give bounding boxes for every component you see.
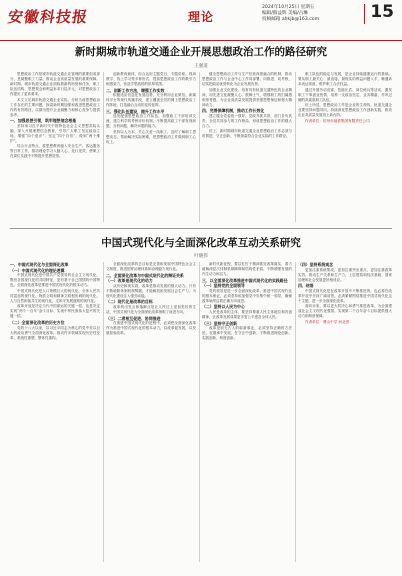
section-heading: （一）坚持党的全面领导 xyxy=(202,283,245,289)
column-rule xyxy=(199,72,200,222)
paragraph: 更加注重系统集成，更加注重突出重点，更加注重改革实效，推动生产关系和生产力、上层建筑和经济基础、国家治理和社会发展更好相适应。 xyxy=(298,267,392,282)
paragraph: 中国式现代化是人口规模巨大的现代化、全体人民共同富裕的现代化、物质文明和精神文明相协调的现代化、人与自然和谐共生的现代化、走和平发展道路的现代化。 xyxy=(10,288,100,303)
article-1-column-2 xyxy=(106,72,196,222)
paragraph: 加强企业文化建设，培育具有轨道交通特色的企业精神，用先进文化凝聚人心、鼓舞士气，增强职工的归属感和荣誉感，为企业高质量发展提供坚强思想保证和强大精神动力。 xyxy=(202,87,292,107)
section-heading: 三、以全面深化改革推进中国式现代化的实践路径 xyxy=(202,277,288,283)
section-heading: （三）二者相互促进、协同推进 xyxy=(106,315,161,321)
section-heading: （二）现代化是改革的目标 xyxy=(106,299,153,305)
paragraph: 从历史和现实看，改革是推动发展的强大动力。只有不断破除体制机制弊端，才能解放和发展社会生产力，为现代化建设注入强劲动能。 xyxy=(106,283,196,298)
paragraph: 积极适应信息化发展趋势，充分利用企业微信、新媒体平台等现代传播手段，建立覆盖全员的网上思想政治工作阵地，打造融合互动的宣传矩阵。 xyxy=(106,93,196,108)
article-1-title: 新时期城市轨道交通企业开展思想政治工作的路径研究 xyxy=(75,46,327,58)
paragraph: 人民是改革的主体，要坚持尊重人民主体地位和首创精神，让改革发展成果更多更公平惠及全体人民。 xyxy=(202,309,292,319)
section-heading: （一）改革是现代化的动力 xyxy=(106,278,153,284)
author-affiliation: 作者单位：曹山中学 河北省 xyxy=(305,319,350,324)
section-title: 理论 xyxy=(188,10,215,24)
paragraph: 全面深化改革的总目标是完善和发展中国特色社会主义制度，推进国家治理体系和治理能力现代化。 xyxy=(106,262,196,271)
section-heading: （二）坚持以人民为中心 xyxy=(202,304,245,310)
section-heading: 一、加强思想引领，筑牢理想信念根基 xyxy=(10,118,77,124)
section-heading: （三）坚持守正创新 xyxy=(202,320,238,326)
author-affiliation: 作者单位：杭州市地铁集团有限责任公司 xyxy=(305,118,370,123)
section-heading: 一、中国式现代化与全面深化改革 xyxy=(10,262,69,267)
section-heading: 三、强化队伍建设，提升工作水平 xyxy=(106,108,165,114)
paragraph: 健全思想政治工作与生产经营深度融合的机制，推动思想政治工作与企业中心工作同部署、同推进、同考核，切实把政治优势转化为企业发展优势。 xyxy=(202,72,292,86)
paragraph: 结合行业特点，将思想教育融入安全生产、客运服务等日常工作，推动理论学习入脑入心、见行见效，使职工在岗位实践中不断提升思想觉悟。 xyxy=(10,144,100,159)
page-number: 15 xyxy=(370,2,394,22)
paragraph: 综上所述，思想政治工作是企业的生命线，轨道交通企业要坚持问题导向，持续深化思想政治工作创新实践，推动企业高质量发展再上新台阶。 xyxy=(298,103,392,118)
paragraph: 面向未来，要以更大的决心和勇气推进改革，为全面建成社会主义现代化强国、实现第二个百年奋斗目标提供强大动力和制度保障。 xyxy=(298,304,392,319)
paragraph: 新时代新征程，要以钉钉子精神抓好改革落实，着力破解深层次体制机制障碍和结构性矛盾，不断增强发展的内生动力和活力。 xyxy=(202,262,292,276)
paragraph: 中国式现代化是中国共产党领导的社会主义现代化，既有各国现代化的共同特征，更有基于自己国情的中国特色。全面深化改革是推进中国式现代化的根本动力。 xyxy=(10,273,100,288)
paragraph: 坚持以人为本，关心关爱一线职工，及时了解职工思想动态，帮助解决实际困难，把思想政治工作做到职工心坎上。 xyxy=(106,129,196,144)
paragraph: 综上，新时期城市轨道交通企业思想政治工作必须与时俱进、守正创新，不断探索符合企业实际的工作路径。 xyxy=(202,129,292,139)
article-2-title: 中国式现代化与全面深化改革互动关系研究 xyxy=(101,237,301,249)
section-heading: （二）全面深化改革的历史方位 xyxy=(10,319,65,325)
newspaper-logo: 安徽科技报 xyxy=(6,8,90,26)
article-divider xyxy=(10,228,392,229)
article-2-column-2 xyxy=(106,262,196,562)
article-2-byline: 叶晓伟 xyxy=(194,254,208,259)
column-rule xyxy=(295,262,296,562)
paragraph: 选优配强思想政治工作队伍，加强政工干部培训交流，建立科学的考核评价机制，不断提高政工干部发现问题、分析问题、解决问题的能力。 xyxy=(106,114,196,129)
section-heading: （四）坚持系统观念 xyxy=(298,262,334,267)
paragraph: 改革是前无古人的崭新事业，必须坚持正确的方法论，在继承中发展、在守正中创新，不断推进理论创新、实践创新、制度创新。 xyxy=(202,326,292,341)
section-heading: 二、全面深化改革与中国式现代化的辩证关系 xyxy=(106,272,184,278)
paragraph: 在推进中国式现代化的进程中，必须把全面深化改革作为推进中国式现代化的根本动力，以改革促发展，以发展检验改革。 xyxy=(106,321,196,336)
section-heading: （一）中国式现代化的理论逻辑 xyxy=(10,267,65,273)
paragraph: 中国式现代化是在改革开放中不断推进的，也必将在改革开放中开辟广阔前景。必须紧紧围绕推进中国式现代化这个主题，进一步全面深化改革。 xyxy=(298,288,392,303)
paragraph: 建立健全党委统一领导、党政齐抓共管、部门各负其责、全员共同参与的工作格局，形成思想政治工作的强大合力。 xyxy=(202,113,292,128)
paragraph: 党的领导是进一步全面深化改革、推进中国式现代化的根本保证，必须坚持和加强党中央集中统一领导，确保改革始终沿着正确方向前进。 xyxy=(202,288,292,303)
issue-date: 2024年10月25日 星期五 xyxy=(262,5,315,10)
column-rule xyxy=(103,262,104,562)
section-heading: 二、创新工作方法，增强工作实效 xyxy=(106,87,165,93)
article-1-column-1 xyxy=(10,72,100,222)
issue-email: 投稿邮箱 ahkjb@163.com xyxy=(262,17,320,22)
article-2-column-4 xyxy=(298,262,392,562)
issue-info xyxy=(262,5,362,23)
paragraph: 改革的出发点和落脚点是让人民过上更加美好的生活，中国式现代化为全面深化改革指明了前进方向。 xyxy=(106,304,196,314)
paragraph: 职工队伍的稳定与发展，是企业持续健康运行的基础。要从职工最关心、最直接、最现实的利益问题入手，畅通诉求表达渠道，维护职工合法权益。 xyxy=(298,72,392,86)
column-rule xyxy=(103,72,104,222)
article-1-column-4 xyxy=(298,72,392,222)
column-rule xyxy=(295,72,296,222)
paragraph: 思想政治工作是城市轨道交通企业管理的重要组成部分，是凝聚职工力量、推动企业高质量发展的重要保障。新时期，城市轨道交通企业面临着新的形势和任务，职工队伍结构、思想观念和利益诉求日趋多元，对思想政治工作提出了更高要求。 xyxy=(10,72,100,96)
column-rule xyxy=(199,262,200,562)
article-1-column-3 xyxy=(202,72,292,222)
issue-editors: 编辑/熊益辉 美编/占琳 xyxy=(262,11,308,16)
article-2-column-1 xyxy=(10,262,100,562)
paragraph: 通过开展劳动竞赛、技能比武、岗位练兵等活动，激发职工干事创业热情，培养一支政治坚定、业务精湛、作风过硬的高素质职工队伍。 xyxy=(298,87,392,102)
paragraph: 坚持用习近平新时代中国特色社会主义思想武装头脑，深入开展理想信念教育，引导广大职工坚定政治立场，增强“四个意识”、坚定“四个自信”、做到“两个维护”。 xyxy=(10,123,100,143)
masthead xyxy=(0,0,402,41)
paragraph: 党的十八大以来，以习近平同志为核心的党中央以巨大的政治勇气全面深化改革，推动许多领域实现历史性变革、系统性重塑、整体性重构。 xyxy=(10,325,100,340)
section-heading: 四、结语 xyxy=(298,283,314,289)
section-heading: 四、完善保障机制，推动工作长效化 xyxy=(202,108,265,114)
paragraph: 改革开放是决定当代中国命运的关键一招，也是决定实现“两个一百年”奋斗目标、实现中华民族伟大复兴的关键一招。 xyxy=(10,304,100,319)
page-number-divider xyxy=(364,4,365,24)
article-2-column-3 xyxy=(202,262,292,562)
paragraph: 本文立足城市轨道交通企业实际，分析当前思想政治工作存在的主要问题，探索新时期加强和改进思想政治工作的有效路径，以期为提升企业凝聚力和核心竞争力提供参考。 xyxy=(10,97,100,117)
article-1-byline: 王强道 xyxy=(194,64,208,69)
paragraph: 创新教育载体，综合运用主题党日、专题讲座、现场教学、线上学习等多种形式，提高思想政治工作的吸引力和感染力，营造学思践悟的浓厚氛围。 xyxy=(106,72,196,86)
